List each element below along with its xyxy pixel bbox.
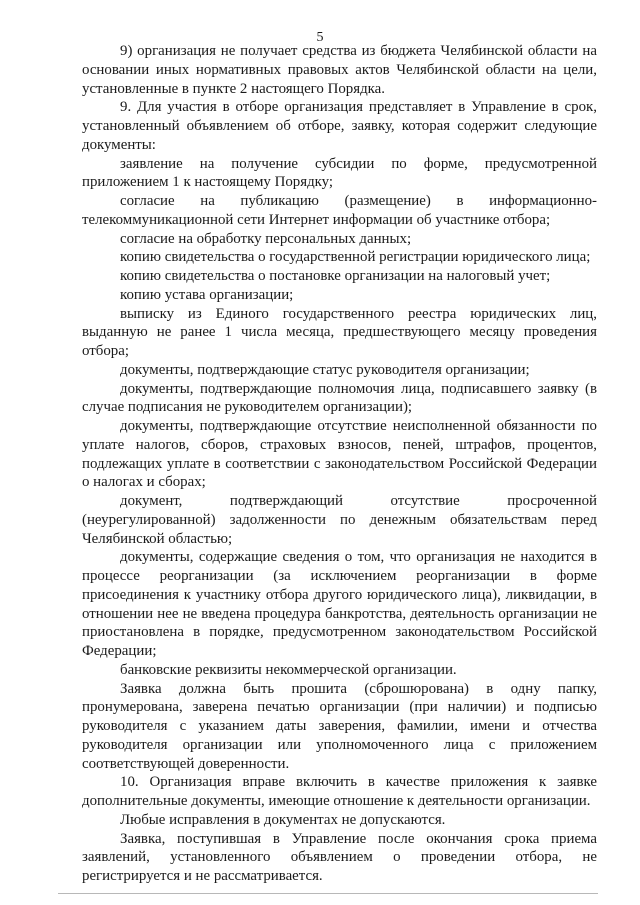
paragraph: документ, подтверждающий отсутствие просроченной (неурегулированной) задолженности по денежным обязательствам перед Челябинской областью; bbox=[82, 493, 597, 547]
paragraph: заявление на получение субсидии по форме, предусмотренной приложением 1 к настоящему Порядку; bbox=[82, 155, 597, 191]
paragraph: согласие на обработку персональных данных; bbox=[120, 230, 412, 247]
paragraph: 9) организация не получает средства из бюджета Челябинской области на основании иных нормативных правовых актов Челябинской области на цели, установленные в пункте 2 настоящего Порядка. bbox=[82, 43, 597, 97]
paragraph: Заявка, поступившая в Управление после окончания срока приема заявлений, установленного объявлением о проведении отбора, не регистрируется и не рассматривается. bbox=[82, 830, 597, 884]
page-bottom-divider bbox=[58, 893, 598, 894]
paragraph: выписку из Единого государственного реестра юридических лиц, выданную не ранее 1 числа месяца, предшествующего месяцу проведения отбора; bbox=[82, 305, 597, 359]
paragraph: банковские реквизиты некоммерческой организации. bbox=[120, 661, 457, 678]
paragraph: согласие на публикацию (размещение) в информационно-телекоммуникационной сети Интернет информации об участнике отбора; bbox=[82, 193, 597, 228]
paragraph: документы, содержащие сведения о том, что организация не находится в процессе реорганизации (за исключением реорганизации в форме присоединения к участнику отбора другого юридического лица), ликвидации, в отношении нее не введена процедура банкротства, деятельность организации не приостановлена в порядке, предусмотренном законодательством Российской Федерации; bbox=[82, 549, 597, 659]
paragraph: документы, подтверждающие полномочия лица, подписавшего заявку (в случае подписания не руководителем организации); bbox=[82, 380, 597, 416]
paragraph: Заявка должна быть прошита (сброшюрована) в одну папку, пронумерована, заверена печатью организации (при наличии) и подписью руководителя с указанием даты заверения, фамилии, имени и отчества руководителя организации или уполномоченного лица с приложением соответствующей доверенности. bbox=[82, 680, 597, 772]
paragraph: копию свидетельства о государственной регистрации юридического лица; bbox=[120, 249, 591, 266]
paragraph: 9. Для участия в отборе организация представляет в Управление в срок, установленный объявлением об отборе, заявку, которая содержит следующие документы: bbox=[82, 99, 597, 153]
document-body bbox=[82, 42, 597, 886]
paragraph: копию свидетельства о постановке организации на налоговый учет; bbox=[120, 268, 551, 284]
paragraph: документы, подтверждающие отсутствие неисполненной обязанности по уплате налогов, сборов, страховых взносов, пеней, штрафов, процентов, подлежащих уплате в соответствии с законодательством Российской Федерации о налогах и сборах; bbox=[82, 418, 597, 491]
paragraph: Любые исправления в документах не допускаются. bbox=[120, 811, 446, 828]
paragraph: 10. Организация вправе включить в качестве приложения к заявке дополнительные документы, имеющие отношение к деятельности организации. bbox=[82, 774, 597, 809]
paragraph: копию устава организации; bbox=[120, 286, 294, 303]
page-number: 5 bbox=[316, 30, 324, 45]
paragraph: документы, подтверждающие статус руководителя организации; bbox=[120, 361, 530, 378]
